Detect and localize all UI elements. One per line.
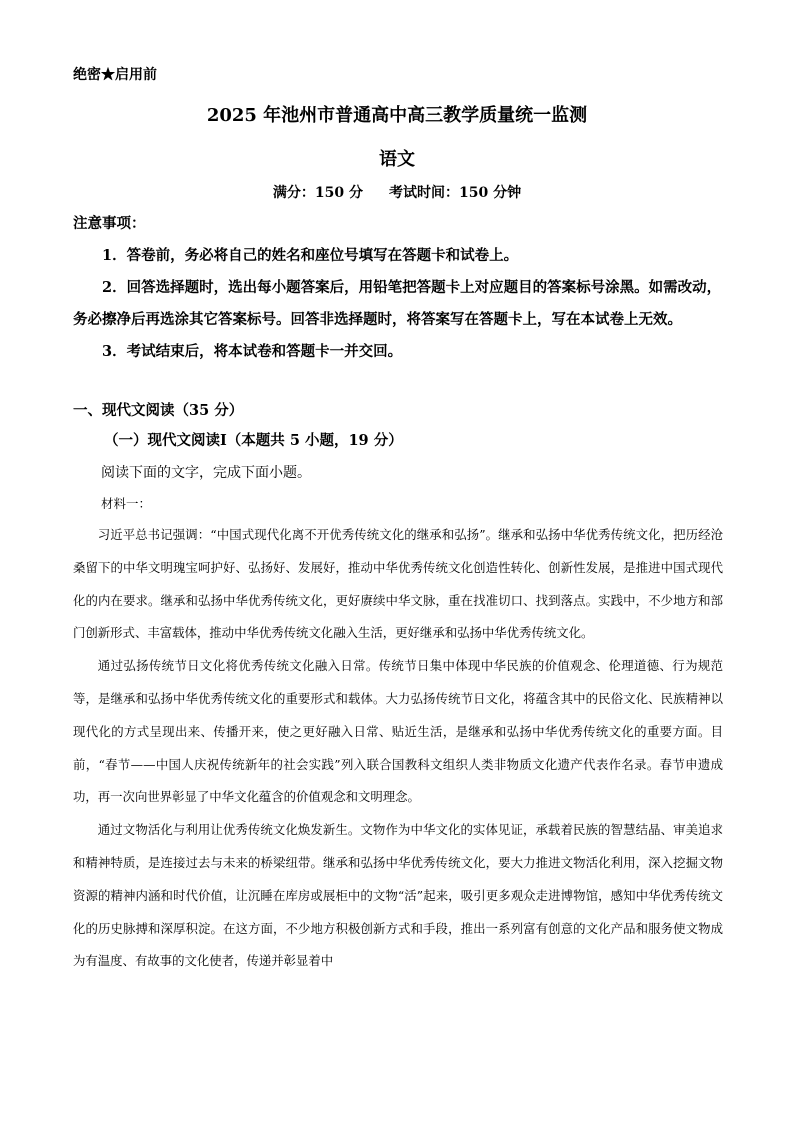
notes-list xyxy=(73,240,723,368)
paragraph: 通过弘扬传统节日文化将优秀传统文化融入日常。传统节日集中体现中华民族的价值观念、伦理道德、行为规范等，是继承和弘扬中华优秀传统文化的重要形式和载体。大力弘扬传统节日文化，将蕴含其中的民俗文化、民族精神以现代化的方式呈现出来、传播开来，使之更好融入日常、贴近生活，是继承和弘扬中华优秀传统文化的重要方面。目前，“春节——中国人庆祝传统新年的社会实践”列入联合国教科文组织人类非物质文化遗产代表作名录。春节申遗成功，再一次向世界彰显了中华文化蕴含的价值观念和文明理念。 xyxy=(73,658,723,805)
exam-time: 考试时间：150 分钟 xyxy=(389,185,522,201)
note-item: 1．答卷前，务必将自己的姓名和座位号填写在答题卡和试卷上。 xyxy=(102,247,519,264)
material-label: 材料一： xyxy=(101,496,152,511)
material-text xyxy=(73,519,723,978)
reading-instruction: 阅读下面的文字，完成下面小题。 xyxy=(101,465,311,481)
full-score: 满分：150 分 xyxy=(272,185,363,201)
exam-title: 2025 年池州市普通高中高三教学质量统一监测 xyxy=(206,105,588,126)
notes-heading: 注意事项： xyxy=(73,215,146,232)
section-heading: 一、现代文阅读（35 分） xyxy=(73,402,244,419)
subsection-heading: （一）现代文阅读Ⅰ（本题共 5 小题，19 分） xyxy=(104,432,403,449)
score-time-line xyxy=(0,182,794,202)
paragraph: 通过文物活化与利用让优秀传统文化焕发新生。文物作为中华文化的实体见证，承载着民族的智慧结晶、审美追求和精神特质，是连接过去与未来的桥梁纽带。继承和弘扬中华优秀传统文化，要大力推进文物活化利用，深入挖掘文物资源的精神内涵和时代价值，让沉睡在库房或展柜中的文物“活”起来，吸引更多观众走进博物馆，感知中华优秀传统文化的历史脉搏和深厚积淀。在这方面，不少地方积极创新方式和手段，推出一系列富有创意的文化产品和服务使文物成为有温度、有故事的文化使者，传递并彰显着中 xyxy=(73,822,723,969)
paragraph: 习近平总书记强调：“中国式现代化离不开优秀传统文化的继承和弘扬”。继承和弘扬中华优秀传统文化，把历经沧桑留下的中华文明瑰宝呵护好、弘扬好、发展好，推动中华优秀传统文化创造性转化、创新性发展，是推进中国式现代化的内在要求。继承和弘扬中华优秀传统文化，更好赓续中华文脉，重在找准切口、找到落点。实践中，不少地方和部门创新形式、丰富载体，推动中华优秀传统文化融入生活，更好继承和弘扬中华优秀传统文化。 xyxy=(73,527,723,641)
subject-title: 语文 xyxy=(379,149,415,170)
note-item: 2．回答选择题时，选出每小题答案后，用铅笔把答题卡上对应题目的答案标号涂黑。如需改动，务必擦净后再选涂其它答案标号。回答非选择题时，将答案写在答题卡上，写在本试卷上无效。 xyxy=(73,279,722,328)
note-item: 3．考试结束后，将本试卷和答题卡一并交回。 xyxy=(102,343,403,360)
confidential-label: 绝密★启用前 xyxy=(73,67,157,83)
